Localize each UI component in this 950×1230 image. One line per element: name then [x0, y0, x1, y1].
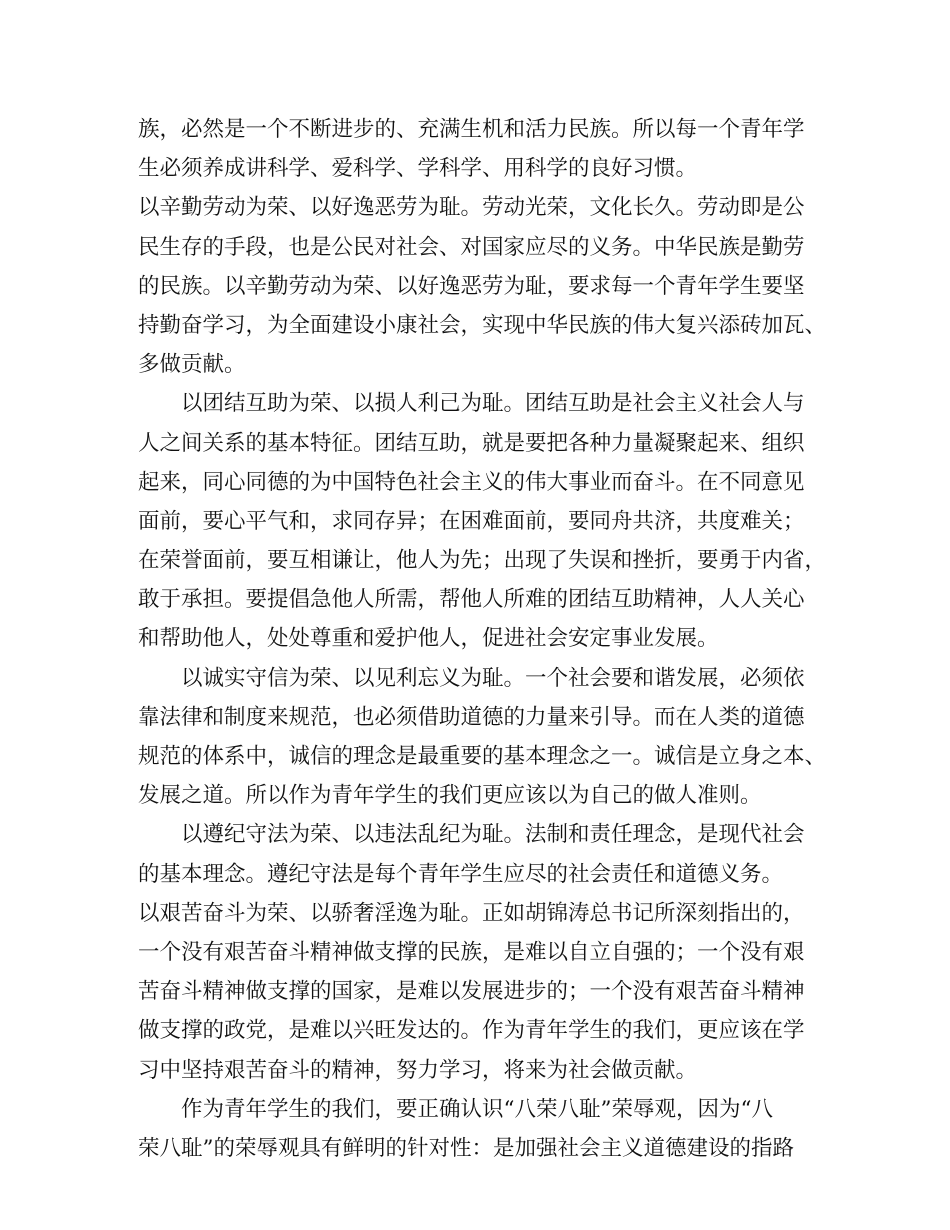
text-line: 做支撑的政党，是难以兴旺发达的。作为青年学生的我们，更应该在学 — [138, 1018, 805, 1044]
text-line: 以团结互助为荣、以损人利己为耻。团结互助是社会主义社会人与 — [181, 391, 805, 417]
text-line: 以诚实守信为荣、以见利忘义为耻。一个社会要和谐发展，必须依 — [181, 665, 805, 691]
text-line: 苦奋斗精神做支撑的国家，是难以发展进步的；一个没有艰苦奋斗精神 — [138, 979, 805, 1005]
text-line: 以辛勤劳动为荣、以好逸恶劳为耻。劳动光荣，文化长久。劳动即是公 — [138, 195, 805, 221]
text-line: 荣八耻”的荣辱观具有鲜明的针对性：是加强社会主义道德建设的指路 — [138, 1135, 794, 1161]
text-line: 作为青年学生的我们，要正确认识“八荣八耻”荣辱观，因为“八 — [181, 1096, 773, 1122]
text-line: 人之间关系的基本特征。团结互助，就是要把各种力量凝聚起来、组织 — [138, 430, 805, 456]
text-line: 和帮助他人，处处尊重和爱护他人，促进社会安定事业发展。 — [138, 626, 719, 652]
text-line: 的民族。以辛勤劳动为荣、以好逸恶劳为耻，要求每一个青年学生要坚 — [138, 273, 805, 299]
text-line: 敢于承担。要提倡急他人所需，帮他人所难的团结互助精神，人人关心 — [138, 587, 805, 613]
text-line: 持勤奋学习，为全面建设小康社会，实现中华民族的伟大复兴添砖加瓦、 — [138, 312, 827, 338]
text-line: 发展之道。所以作为青年学生的我们更应该以为自己的做人准则。 — [138, 783, 762, 809]
text-line: 以艰苦奋斗为荣、以骄奢淫逸为耻。正如胡锦涛总书记所深刻指出的， — [138, 900, 805, 926]
text-line: 面前，要心平气和，求同存异；在困难面前，要同舟共济，共度难关； — [138, 508, 805, 534]
text-line: 以遵纪守法为荣、以违法乱纪为耻。法制和责任理念，是现代社会 — [181, 822, 805, 848]
text-line: 习中坚持艰苦奋斗的精神，努力学习，将来为社会做贡献。 — [138, 1057, 698, 1083]
text-line: 民生存的手段，也是公民对社会、对国家应尽的义务。中华民族是勤劳 — [138, 234, 805, 260]
document-body — [138, 110, 827, 1168]
text-line: 一个没有艰苦奋斗精神做支撑的民族，是难以自立自强的；一个没有艰 — [138, 939, 805, 965]
text-line: 起来，同心同德的为中国特色社会主义的伟大事业而奋斗。在不同意见 — [138, 469, 805, 495]
text-line: 多做贡献。 — [138, 352, 246, 378]
text-line: 规范的体系中，诚信的理念是最重要的基本理念之一。诚信是立身之本、 — [138, 744, 827, 769]
text-line: 生必须养成讲科学、爱科学、学科学、用科学的良好习惯。 — [138, 156, 698, 182]
text-line: 靠法律和制度来规范，也必须借助道德的力量来引导。而在人类的道德 — [138, 704, 805, 730]
text-line: 在荣誉面前，要互相谦让，他人为先；出现了失误和挫折，要勇于内省， — [138, 548, 827, 574]
text-line: 的基本理念。遵纪守法是每个青年学生应尽的社会责任和道德义务。 — [138, 861, 784, 887]
text-line: 族，必然是一个不断进步的、充满生机和活力民族。所以每一个青年学 — [138, 117, 805, 142]
